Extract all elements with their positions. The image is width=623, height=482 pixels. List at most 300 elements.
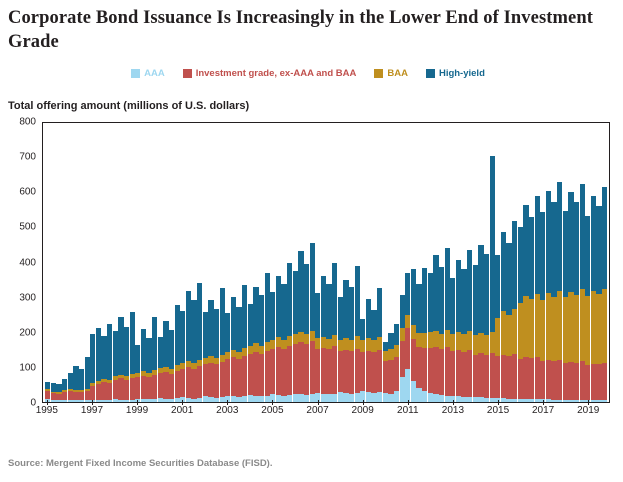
table-row bbox=[535, 123, 540, 402]
bar-segment bbox=[529, 299, 534, 358]
bar-segment bbox=[405, 328, 410, 368]
table-row bbox=[175, 123, 180, 402]
bar-segment bbox=[321, 348, 326, 394]
bar-segment bbox=[388, 360, 393, 393]
bar-segment bbox=[248, 346, 253, 354]
table-row bbox=[506, 123, 511, 402]
bar-segment bbox=[113, 399, 118, 402]
bar-segment bbox=[445, 396, 450, 402]
bar-segment bbox=[484, 335, 489, 355]
bar-segment bbox=[203, 396, 208, 402]
bar-segment bbox=[293, 394, 298, 402]
bar-segment bbox=[118, 400, 123, 402]
bar-segment bbox=[422, 268, 427, 333]
table-row bbox=[394, 123, 399, 402]
bar-segment bbox=[602, 187, 607, 289]
bar-segment bbox=[523, 399, 528, 402]
y-axis-tick bbox=[42, 299, 43, 300]
bar-segment bbox=[523, 205, 528, 296]
bar-segment bbox=[287, 336, 292, 345]
bar-segment bbox=[175, 305, 180, 365]
x-axis-tick bbox=[227, 400, 228, 405]
bar-segment bbox=[332, 346, 337, 393]
table-row bbox=[523, 123, 528, 402]
bar-segment bbox=[265, 342, 270, 351]
x-axis-tick bbox=[272, 400, 273, 405]
x-axis-tick-label: 2005 bbox=[261, 405, 284, 416]
table-row bbox=[197, 123, 202, 402]
bar-segment bbox=[68, 373, 73, 389]
bar-segment bbox=[585, 365, 590, 400]
bar-segment bbox=[79, 369, 84, 390]
bar-segment bbox=[473, 335, 478, 355]
bar-segment bbox=[428, 273, 433, 333]
bar-segment bbox=[101, 336, 106, 378]
table-row bbox=[473, 123, 478, 402]
bar-segment bbox=[602, 400, 607, 402]
table-row bbox=[203, 123, 208, 402]
table-row bbox=[56, 123, 61, 402]
bar-segment bbox=[383, 342, 388, 351]
bar-segment bbox=[585, 296, 590, 364]
table-row bbox=[529, 123, 534, 402]
bar-segment bbox=[568, 400, 573, 402]
table-row bbox=[68, 123, 73, 402]
y-axis-tick-label: 100 bbox=[19, 362, 36, 374]
table-row bbox=[225, 123, 230, 402]
bar-segment bbox=[585, 216, 590, 297]
bar-segment bbox=[490, 353, 495, 398]
legend-swatch-icon bbox=[374, 69, 383, 78]
table-row bbox=[253, 123, 258, 402]
bar-segment bbox=[495, 356, 500, 397]
bar-segment bbox=[422, 391, 427, 402]
bar-segment bbox=[293, 334, 298, 343]
bar-segment bbox=[338, 340, 343, 351]
bar-segment bbox=[574, 363, 579, 400]
table-row bbox=[265, 123, 270, 402]
bar-segment bbox=[287, 346, 292, 395]
bar-segment bbox=[146, 338, 151, 373]
bar-segment bbox=[366, 351, 371, 392]
bar-segment bbox=[439, 395, 444, 402]
table-row bbox=[377, 123, 382, 402]
bar-segment bbox=[276, 395, 281, 402]
bar-segment bbox=[220, 288, 225, 355]
y-axis-tick bbox=[42, 228, 43, 229]
bar-segment bbox=[298, 394, 303, 402]
bar-segment bbox=[456, 350, 461, 396]
table-row bbox=[158, 123, 163, 402]
bar-segment bbox=[321, 337, 326, 348]
x-axis-tick-label: 2009 bbox=[351, 405, 374, 416]
bar-segment bbox=[85, 391, 90, 400]
bar-segment bbox=[56, 400, 61, 402]
bar-segment bbox=[568, 192, 573, 292]
bar-segment bbox=[197, 398, 202, 402]
bar-segment bbox=[439, 349, 444, 395]
bar-segment bbox=[338, 392, 343, 402]
bar-segment bbox=[130, 312, 135, 373]
bar-segment bbox=[388, 333, 393, 349]
bar-segment bbox=[265, 351, 270, 396]
table-row bbox=[118, 123, 123, 402]
bar-segment bbox=[270, 292, 275, 339]
bar-segment bbox=[433, 394, 438, 402]
table-row bbox=[383, 123, 388, 402]
bar-segment bbox=[332, 335, 337, 346]
table-row bbox=[428, 123, 433, 402]
table-row bbox=[152, 123, 157, 402]
table-row bbox=[355, 123, 360, 402]
bar-segment bbox=[236, 307, 241, 353]
bar-segment bbox=[506, 356, 511, 398]
table-row bbox=[366, 123, 371, 402]
bar-segment bbox=[175, 398, 180, 402]
bar-segment bbox=[225, 352, 230, 359]
bar-segment bbox=[371, 352, 376, 392]
table-row bbox=[461, 123, 466, 402]
bar-segment bbox=[310, 243, 315, 331]
legend-label: BAA bbox=[387, 68, 408, 79]
bar-segment bbox=[461, 334, 466, 352]
bar-segment bbox=[231, 396, 236, 402]
x-axis-tick bbox=[453, 400, 454, 405]
source-note: Source: Mergent Fixed Income Securities Database (FISD). bbox=[8, 458, 273, 469]
bar-segment bbox=[501, 398, 506, 402]
bar-segment bbox=[473, 397, 478, 402]
bar-segment bbox=[326, 349, 331, 394]
bar-segment bbox=[135, 345, 140, 373]
bar-segment bbox=[287, 395, 292, 402]
bar-segment bbox=[501, 355, 506, 399]
bar-segment bbox=[563, 211, 568, 297]
bar-segment bbox=[349, 287, 354, 340]
bar-segment bbox=[461, 397, 466, 402]
bar-segment bbox=[411, 339, 416, 381]
bar-segment bbox=[439, 334, 444, 350]
bar-segment bbox=[220, 355, 225, 362]
bar-segment bbox=[259, 346, 264, 354]
bar-segment bbox=[281, 284, 286, 340]
bar-segment bbox=[281, 349, 286, 396]
bar-segment bbox=[416, 284, 421, 333]
table-row bbox=[563, 123, 568, 402]
bar-segment bbox=[265, 396, 270, 402]
x-axis-tick-label: 2001 bbox=[171, 405, 194, 416]
table-row bbox=[304, 123, 309, 402]
bar-segment bbox=[450, 351, 455, 395]
bar-segment bbox=[96, 384, 101, 400]
bar-segment bbox=[332, 394, 337, 402]
bar-segment bbox=[214, 398, 219, 402]
bar-segment bbox=[355, 336, 360, 348]
table-row bbox=[321, 123, 326, 402]
bar-segment bbox=[113, 380, 118, 399]
bar-segment bbox=[512, 221, 517, 309]
bar-segment bbox=[596, 294, 601, 364]
table-row bbox=[276, 123, 281, 402]
bar-segment bbox=[208, 300, 213, 356]
bar-segment bbox=[163, 399, 168, 403]
bar-segment bbox=[383, 351, 388, 362]
y-axis-tick-label: 600 bbox=[19, 186, 36, 198]
table-row bbox=[191, 123, 196, 402]
table-row bbox=[45, 123, 50, 402]
bar-segment bbox=[405, 369, 410, 402]
bar-segment bbox=[422, 333, 427, 348]
bar-segment bbox=[197, 283, 202, 360]
y-axis-tick-label: 700 bbox=[19, 151, 36, 163]
bar-segment bbox=[596, 400, 601, 402]
bar-segment bbox=[191, 300, 196, 363]
y-axis-title: Total offering amount (millions of U.S. dollars) bbox=[8, 100, 250, 112]
bar-segment bbox=[293, 271, 298, 334]
bar-segment bbox=[180, 311, 185, 364]
table-row bbox=[124, 123, 129, 402]
bar-segment bbox=[146, 399, 151, 402]
bar-segment bbox=[518, 399, 523, 403]
bar-segment bbox=[591, 364, 596, 401]
bar-segment bbox=[73, 366, 78, 391]
bar-segment bbox=[281, 340, 286, 349]
bar-segment bbox=[45, 382, 50, 389]
table-row bbox=[310, 123, 315, 402]
legend-item bbox=[374, 68, 408, 79]
bar-segment bbox=[73, 392, 78, 400]
bar-segment bbox=[62, 400, 67, 402]
bar-segment bbox=[394, 391, 399, 402]
bar-segment bbox=[298, 332, 303, 342]
bar-segment bbox=[355, 349, 360, 393]
bar-segment bbox=[546, 360, 551, 399]
legend-item bbox=[426, 68, 485, 79]
legend-label: Investment grade, ex-AAA and BAA bbox=[195, 68, 357, 79]
bar-segment bbox=[349, 351, 354, 393]
bar-segment bbox=[568, 292, 573, 362]
bar-segment bbox=[540, 361, 545, 399]
bar-segment bbox=[540, 212, 545, 300]
table-row bbox=[450, 123, 455, 402]
bar-segment bbox=[416, 347, 421, 388]
bar-segment bbox=[360, 352, 365, 391]
bar-segment bbox=[400, 341, 405, 378]
bar-segment bbox=[416, 333, 421, 347]
bar-segment bbox=[96, 400, 101, 402]
bar-segment bbox=[231, 297, 236, 350]
table-row bbox=[186, 123, 191, 402]
table-row bbox=[96, 123, 101, 402]
x-axis-tick bbox=[408, 400, 409, 405]
bar-segment bbox=[79, 400, 84, 402]
table-row bbox=[484, 123, 489, 402]
bar-segment bbox=[253, 343, 258, 351]
bar-segment bbox=[574, 295, 579, 362]
bar-segment bbox=[85, 357, 90, 389]
bar-segment bbox=[580, 289, 585, 361]
bar-segment bbox=[478, 353, 483, 397]
bar-segment bbox=[540, 300, 545, 361]
bar-segment bbox=[298, 251, 303, 332]
bar-segment bbox=[551, 297, 556, 361]
bar-segment bbox=[574, 202, 579, 295]
bar-segment bbox=[529, 217, 534, 300]
bar-segment bbox=[343, 280, 348, 338]
bar-segment bbox=[68, 391, 73, 400]
bar-segment bbox=[90, 386, 95, 400]
bar-segment bbox=[332, 263, 337, 335]
table-row bbox=[518, 123, 523, 402]
table-row bbox=[557, 123, 562, 402]
bar-segment bbox=[506, 315, 511, 356]
bar-segment bbox=[439, 267, 444, 334]
bar-segment bbox=[191, 399, 196, 403]
table-row bbox=[388, 123, 393, 402]
bar-segment bbox=[326, 284, 331, 338]
bar-segment bbox=[231, 357, 236, 396]
table-row bbox=[242, 123, 247, 402]
bar-segment bbox=[411, 325, 416, 339]
table-row bbox=[445, 123, 450, 402]
bar-segment bbox=[557, 360, 562, 400]
bar-segment bbox=[107, 324, 112, 380]
table-row bbox=[259, 123, 264, 402]
legend-swatch-icon bbox=[426, 69, 435, 78]
bar-segment bbox=[343, 338, 348, 350]
x-axis-labels bbox=[35, 405, 610, 421]
bar-segment bbox=[433, 347, 438, 394]
bar-segment bbox=[310, 341, 315, 394]
bar-segment bbox=[68, 400, 73, 402]
bar-segment bbox=[214, 309, 219, 358]
table-row bbox=[130, 123, 135, 402]
table-row bbox=[287, 123, 292, 402]
bar-segment bbox=[208, 363, 213, 397]
bar-segment bbox=[518, 303, 523, 359]
bar-segment bbox=[242, 356, 247, 396]
bar-segment bbox=[276, 276, 281, 337]
bar-segment bbox=[113, 331, 118, 377]
bar-segment bbox=[411, 381, 416, 402]
bar-segment bbox=[186, 398, 191, 402]
table-row bbox=[568, 123, 573, 402]
table-row bbox=[343, 123, 348, 402]
bar-segment bbox=[208, 356, 213, 363]
table-row bbox=[146, 123, 151, 402]
bar-segment bbox=[124, 380, 129, 400]
table-row bbox=[400, 123, 405, 402]
table-row bbox=[411, 123, 416, 402]
bar-segment bbox=[377, 337, 382, 350]
bar-segment bbox=[304, 334, 309, 343]
bar-segment bbox=[225, 313, 230, 352]
table-row bbox=[332, 123, 337, 402]
bar-segment bbox=[557, 400, 562, 402]
bar-segment bbox=[338, 351, 343, 392]
bar-segment bbox=[225, 359, 230, 396]
bar-segment bbox=[186, 291, 191, 361]
table-row bbox=[416, 123, 421, 402]
bar-series-container bbox=[43, 123, 609, 402]
bar-segment bbox=[175, 371, 180, 398]
bar-segment bbox=[416, 388, 421, 402]
chart-plot-area bbox=[8, 116, 612, 422]
table-row bbox=[433, 123, 438, 402]
table-row bbox=[585, 123, 590, 402]
bar-segment bbox=[158, 373, 163, 398]
bar-segment bbox=[428, 348, 433, 393]
bar-segment bbox=[366, 338, 371, 351]
bar-segment bbox=[304, 395, 309, 402]
bar-segment bbox=[445, 347, 450, 395]
bar-segment bbox=[270, 349, 275, 395]
bar-segment bbox=[169, 330, 174, 369]
bar-segment bbox=[236, 352, 241, 359]
table-row bbox=[580, 123, 585, 402]
bar-segment bbox=[169, 399, 174, 402]
table-row bbox=[551, 123, 556, 402]
table-row bbox=[338, 123, 343, 402]
bar-segment bbox=[152, 399, 157, 402]
bar-segment bbox=[338, 297, 343, 339]
bar-segment bbox=[450, 278, 455, 334]
bar-segment bbox=[310, 394, 315, 402]
bar-segment bbox=[388, 349, 393, 360]
bar-segment bbox=[79, 392, 84, 400]
bar-segment bbox=[596, 364, 601, 400]
y-axis-tick bbox=[42, 334, 43, 335]
bar-segment bbox=[321, 394, 326, 402]
y-axis-tick-label: 400 bbox=[19, 257, 36, 268]
x-axis-tick bbox=[498, 400, 499, 405]
bar-segment bbox=[56, 384, 61, 392]
bar-segment bbox=[242, 348, 247, 356]
bar-segment bbox=[371, 340, 376, 352]
table-row bbox=[231, 123, 236, 402]
bar-segment bbox=[400, 295, 405, 328]
bar-segment bbox=[152, 375, 157, 399]
table-row bbox=[73, 123, 78, 402]
bar-segment bbox=[197, 366, 202, 398]
bar-segment bbox=[602, 363, 607, 400]
bar-segment bbox=[321, 276, 326, 337]
bar-segment bbox=[293, 344, 298, 394]
bar-segment bbox=[310, 331, 315, 341]
bar-segment bbox=[383, 393, 388, 402]
bar-segment bbox=[253, 287, 258, 343]
bar-segment bbox=[220, 362, 225, 397]
bar-segment bbox=[124, 400, 129, 402]
bar-segment bbox=[467, 331, 472, 350]
bar-segment bbox=[158, 398, 163, 402]
bar-segment bbox=[270, 340, 275, 349]
x-axis-tick bbox=[318, 400, 319, 405]
bar-segment bbox=[445, 330, 450, 347]
bar-segment bbox=[405, 315, 410, 328]
bar-segment bbox=[248, 354, 253, 395]
bar-segment bbox=[355, 393, 360, 402]
table-row bbox=[62, 123, 67, 402]
bar-segment bbox=[591, 400, 596, 402]
bar-segment bbox=[141, 329, 146, 371]
bar-segment bbox=[180, 369, 185, 397]
x-axis-tick-label: 2017 bbox=[532, 405, 555, 416]
legend-item bbox=[131, 68, 165, 79]
bar-segment bbox=[315, 338, 320, 349]
table-row bbox=[495, 123, 500, 402]
x-axis-tick bbox=[588, 400, 589, 405]
table-row bbox=[220, 123, 225, 402]
